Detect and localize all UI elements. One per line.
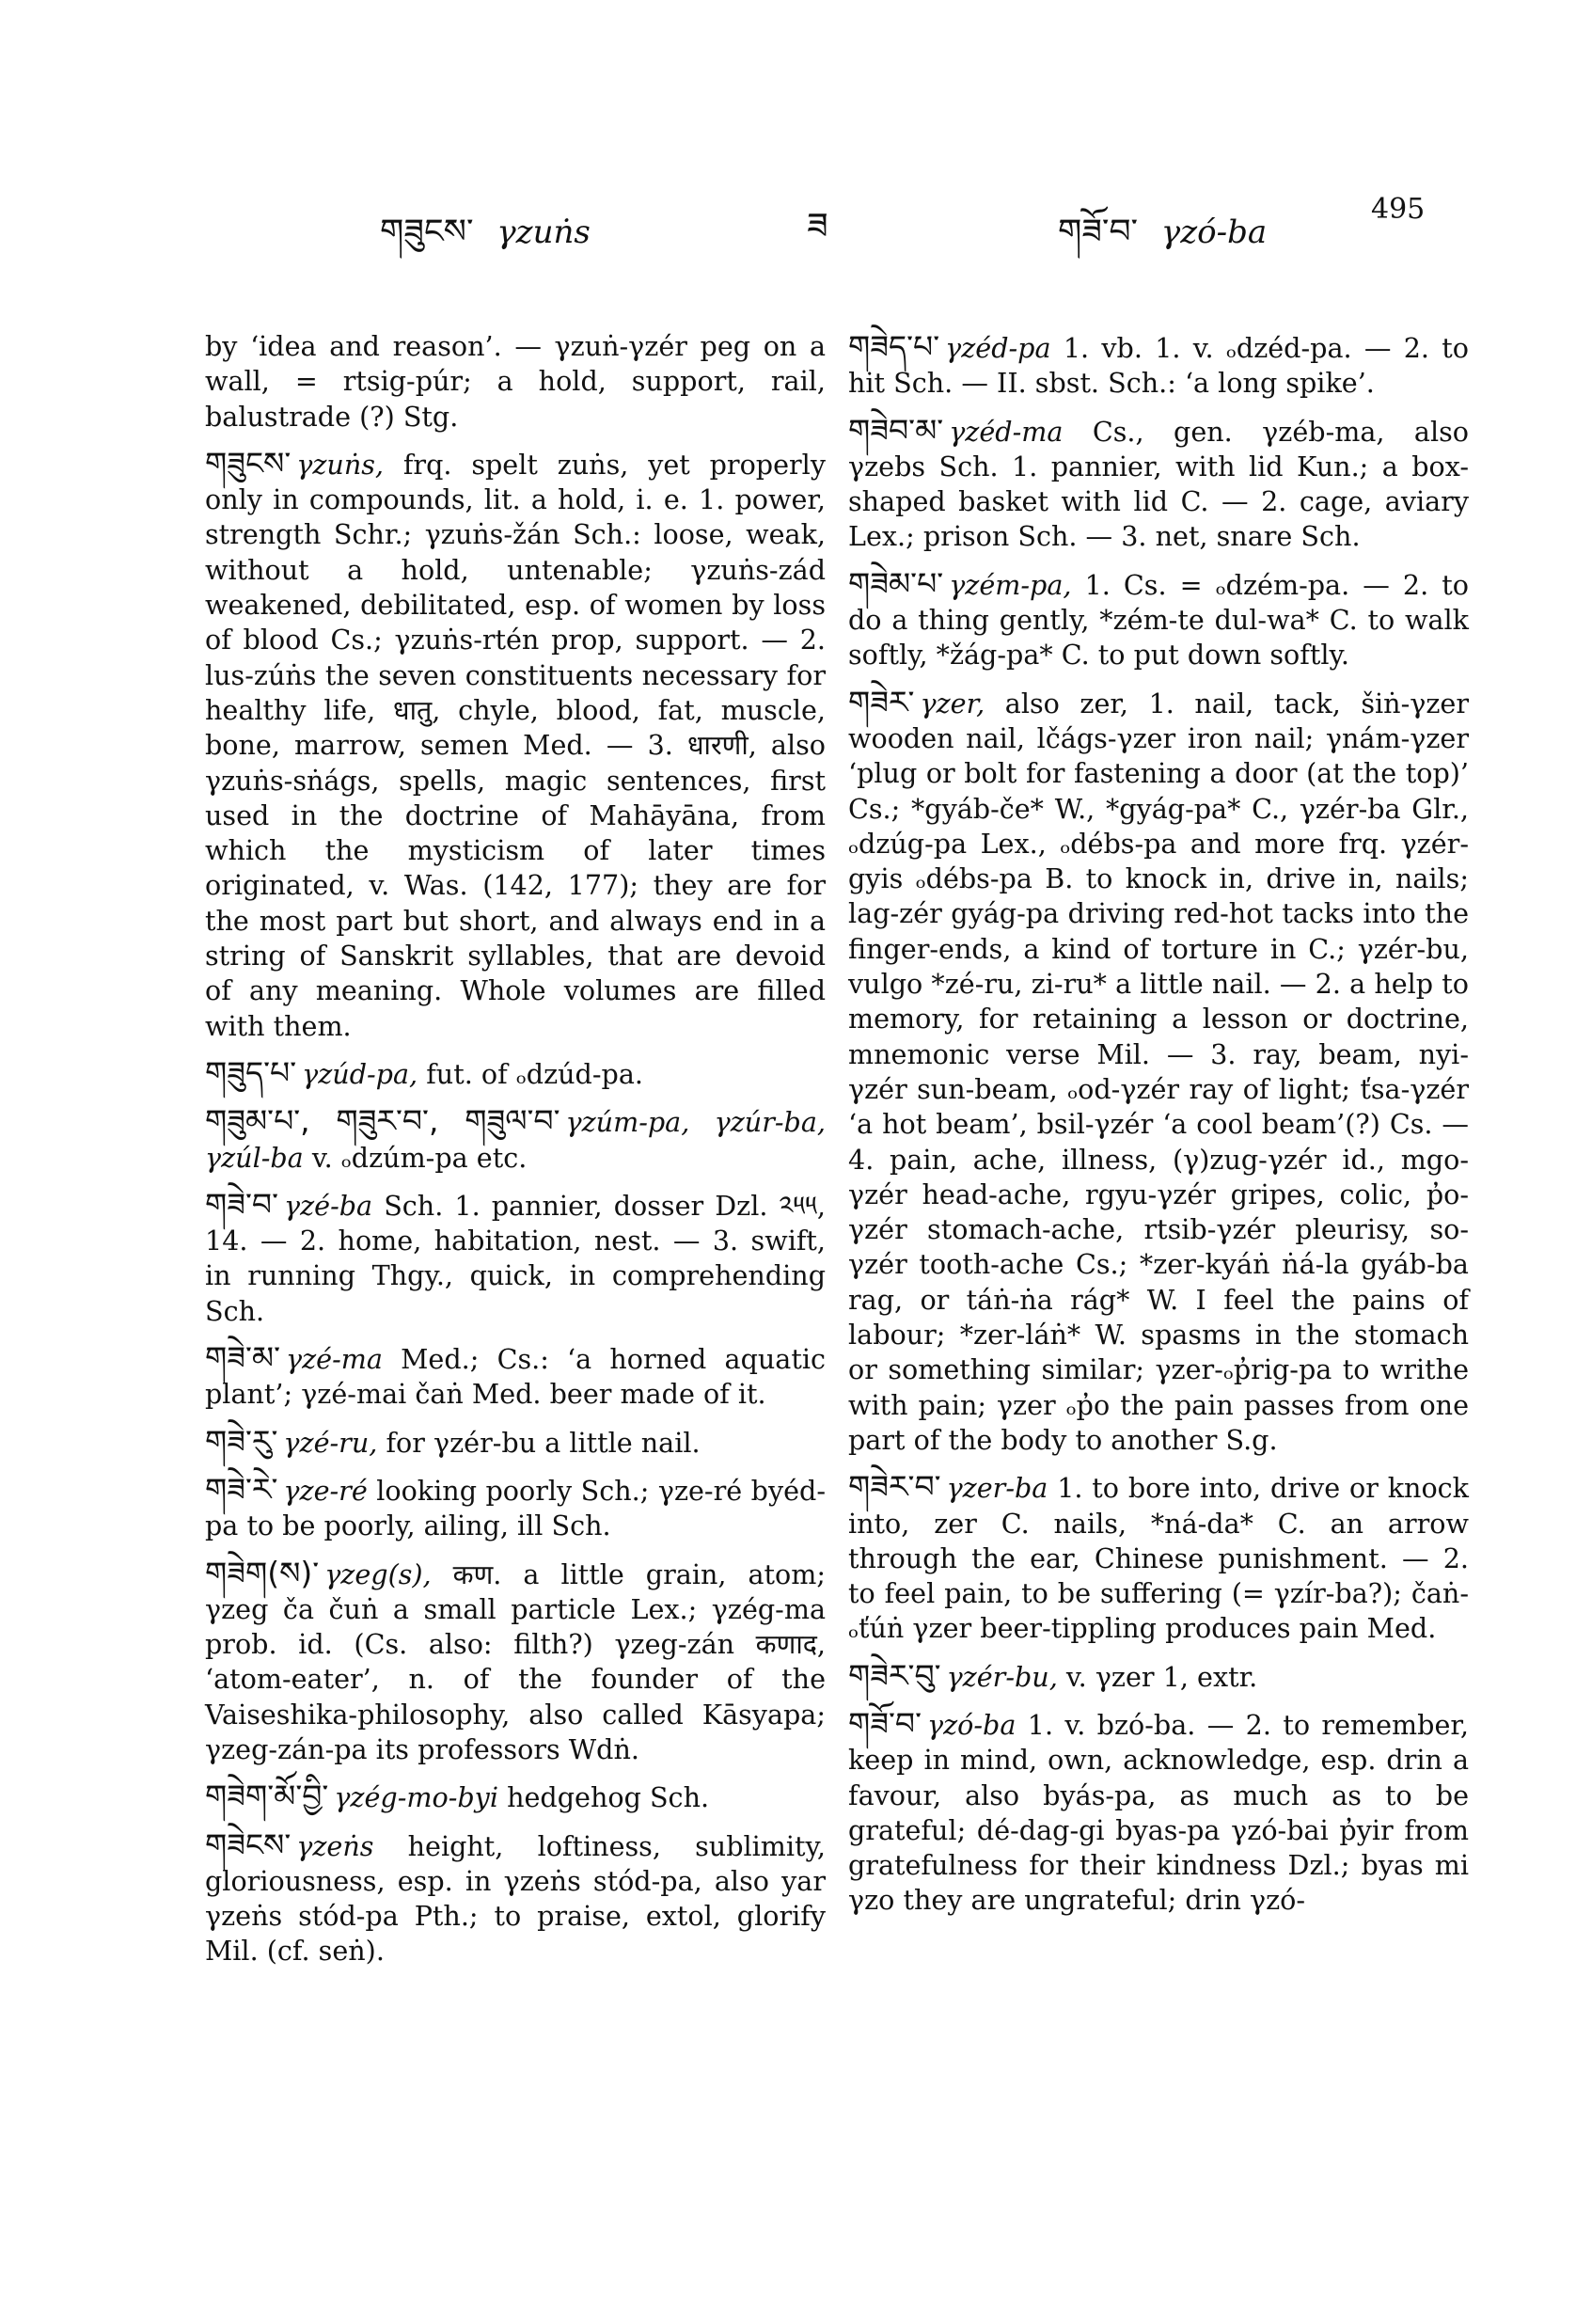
dictionary-entry	[848, 1706, 1469, 1919]
entry-definition: 1. v. bzó-ba. — 2. to remember, keep in mind, own, acknowledge, esp. drin a favour, also byás-pa, as much as to be grateful; dé-dag-gi byas-pa γzó-bai p̓yir from gratefulness for their kindness Dzl.; byas mi γzo they are ungrateful; drin γzó-	[848, 1708, 1469, 1917]
dictionary-entry	[848, 1469, 1469, 1646]
entry-transliteration: γzuṅs,	[296, 448, 384, 481]
dictionary-entry	[848, 413, 1469, 555]
running-head-left-transliteration: γzuṅs	[496, 213, 591, 251]
entry-transliteration: γzúm-pa, γzúr-ba, γzúl-ba	[205, 1106, 826, 1174]
entry-transliteration: γzé-ba	[284, 1189, 373, 1222]
entry-headword-tibetan: གཟུད་པ་	[205, 1053, 297, 1091]
page-number: 495	[1371, 193, 1426, 226]
dictionary-entry	[205, 1556, 826, 1768]
entry-definition: fut. of ₒdzúd-pa.	[426, 1057, 643, 1090]
section-letter: ཟ	[807, 205, 828, 246]
right-column	[848, 329, 1469, 1930]
dictionary-entry	[848, 1658, 1469, 1695]
entry-definition: Med.; Cs.: ‘a horned aquatic plant’; γzé-mai čaṅ Med. beer made of it.	[205, 1343, 826, 1411]
entry-definition: कण. a little grain, atom; γzeg ča čuṅ a small particle Lex.; γzég-ma prob. id. (Cs. also: filth?) γzeg-zán कणाद, ‘atom-eater’, n. of the founder of the Vaiseshika-philosophy, also called Kāsyapa; γzeg-zán-pa its professors Wdṅ.	[205, 1557, 826, 1765]
dictionary-entry	[205, 1779, 826, 1815]
entry-definition: v. γzer 1, extr.	[1065, 1660, 1258, 1693]
entry-headword-tibetan: གཟུམ་པ་, གཟུར་བ་, གཟུལ་བ་	[205, 1102, 560, 1140]
running-head-right-transliteration: γzó-ba	[1160, 213, 1268, 251]
running-head-left-tibetan: གཟུངས་	[380, 213, 474, 251]
entry-headword-tibetan: གཟེ་རུ་	[205, 1422, 278, 1460]
dictionary-entry	[205, 446, 826, 1044]
dictionary-entry	[848, 566, 1469, 673]
running-head-right-tibetan: གཟོ་བ་	[1058, 213, 1139, 251]
entry-transliteration: γzé-ma	[286, 1343, 383, 1376]
entry-headword-tibetan: གཟེག(ས)་	[205, 1554, 320, 1591]
entry-definition: Cs., gen. γzéb-ma, also γzebs Sch. 1. pannier, with lid Kun.; a box-shaped basket with lid C. — 2. cage, aviary Lex.; prison Sch. — 3. net, snare Sch.	[848, 415, 1469, 553]
entry-transliteration: γzeg(s),	[324, 1557, 432, 1590]
entry-headword-tibetan: གཟེབ་མ་	[848, 411, 944, 449]
entry-headword-tibetan: གཟེར་བུ་	[848, 1656, 941, 1694]
entry-headword-tibetan: གཟེར་	[848, 683, 915, 720]
running-head-right	[1058, 193, 1267, 289]
dictionary-entry	[205, 1187, 826, 1329]
dictionary-entry	[205, 1424, 826, 1461]
entry-headword-tibetan: གཟེག་མོ་བྱི་	[205, 1778, 329, 1815]
left-column	[205, 329, 826, 1981]
entry-definition: v. ₒdzúm-pa etc.	[311, 1141, 528, 1174]
entry-transliteration: γzó-ba	[927, 1708, 1017, 1741]
entry-transliteration: γzéd-pa	[945, 332, 1051, 364]
entry-transliteration: γzém-pa,	[949, 568, 1072, 601]
entry-definition: 1. vb. 1. v. ₒdzéd-pa. — 2. to hit Sch. — II. sbst. Sch.: ‘a long spike’.	[848, 332, 1469, 400]
entry-transliteration: γzé-ru,	[283, 1426, 378, 1459]
entry-definition: frq. spelt zuṅs, yet properly only in compounds, lit. a hold, i. e. 1. power, strength Schr.; γzuṅs-žán Sch.: loose, weak, without a hold, untenable; γzuṅs-zád weakened, debilitated, esp. of women by loss of blood Cs.; γzuṅs-rtén prop, support. — 2. lus-zúṅs the seven constituents necessary for healthy life, धातु, chyle, blood, fat, muscle, bone, marrow, semen Med. — 3. धारणी, also γzuṅs-sṅágs, spells, magic sentences, first used in the doctrine of Mahāyāna, from which the mysticism of later times originated, v. Was. (142, 177); they are for the most part but short, and always end in a string of Sanskrit syllables, that are devoid of any meaning. Whole volumes are filled with them.	[205, 448, 826, 1042]
entry-headword-tibetan: གཟེམ་པ་	[848, 564, 944, 602]
entry-definition: 1. Cs. = ₒdzém-pa. — 2. to do a thing gently, *zém-te dul-wa* C. to walk softly, *žág-pa* C. to put down softly.	[848, 568, 1469, 672]
entry-headword-tibetan: གཟེ་རེ་	[205, 1470, 278, 1508]
entry-transliteration: γzég-mo-byi	[334, 1781, 498, 1814]
entry-definition: for γzér-bu a little nail.	[386, 1426, 701, 1459]
entry-definition: by ‘idea and reason’. — γzuṅ-γzér peg on a wall, = rtsig-púr; a hold, support, rail, balustrade (?) Stg.	[205, 330, 826, 433]
entry-transliteration: γzéd-ma	[949, 415, 1064, 448]
dictionary-entry	[848, 329, 1469, 402]
entry-definition: looking poorly Sch.; γze-ré byéd-pa to be poorly, ailing, ill Sch.	[205, 1474, 826, 1542]
entry-headword-tibetan: གཟེར་བ་	[848, 1468, 941, 1506]
entry-definition: hedgehog Sch.	[507, 1781, 710, 1814]
dictionary-entry	[205, 1340, 826, 1413]
dictionary-entry	[205, 1472, 826, 1544]
entry-definition: height, loftiness, sublimity, gloriousness, esp. in γzeṅs stód-pa, also yar γzeṅs stód-pa Pth.; to praise, extol, glorify Mil. (cf. seṅ).	[205, 1829, 826, 1968]
entry-headword-tibetan: གཟེད་པ་	[848, 328, 940, 365]
entry-transliteration: γzer,	[920, 687, 985, 719]
dictionary-entry	[205, 1055, 826, 1092]
dictionary-entry	[205, 1827, 826, 1969]
running-head-left	[380, 193, 591, 289]
dictionary-entry	[848, 685, 1469, 1459]
entry-headword-tibetan: གཟེ་མ་	[205, 1339, 281, 1377]
entry-transliteration: γzeṅs	[296, 1829, 374, 1862]
dictionary-entry	[205, 1103, 826, 1176]
entry-headword-tibetan: གཟོ་བ་	[848, 1704, 922, 1742]
entry-definition: 1. to bore into, drive or knock into, zer C. nails, *ná-da* C. an arrow through the ear, Chinese punishment. — 2. to feel pain, to be suffering (= γzír-ba?); čaṅ-ₒťúṅ γzer beer-tippling produces pain Med.	[848, 1472, 1469, 1645]
entry-transliteration: γzer-ba	[946, 1472, 1048, 1505]
entry-definition: also zer, 1. nail, tack, šiṅ-γzer wooden nail, lčágs-γzer iron nail; γnám-γzer ‘plug or bolt for fastening a door (at the top)’ Cs.; *gyáb-če* W., *gyág-pa* C., γzér-ba Glr., ₒdzúg-pa Lex., ₒdébs-pa and more frq. γzér-gyis ₒdébs-pa B. to knock in, drive in, nails; lag-zér gyág-pa driving red-hot tacks into the finger-ends, a kind of torture in C.; γzér-bu, vulgo *zé-ru, zi-ru* a little nail. — 2. a help to memory, for retaining a lesson or doctrine, mnemonic verse Mil. — 3. ray, beam, nyi-γzér sun-beam, ₒod-γzér ray of light; ťsa-γzér ‘a hot beam’, bsil-γzér ‘a cool beam’(?) Cs. — 4. pain, ache, illness, (γ)zug-γzér id., mgo-γzér head-ache, rgyu-γzér gripes, colic, p̓o-γzér stomach-ache, rtsib-γzér pleurisy, so-γzér tooth-ache Cs.; *zer-kyáṅ ṅá-la gyáb-ba rag, or táṅ-ṅa rág* W. I feel the pains of labour; *zer-láṅ* W. spasms in the stomach or something similar; γzer-ₒp̓rig-pa to writhe with pain; γzer ₒp̓o the pain passes from one part of the body to another S.g.	[848, 687, 1469, 1456]
entry-headword-tibetan: གཟུངས་	[205, 444, 292, 482]
entry-headword-tibetan: གཟེངས་	[205, 1826, 292, 1863]
entry-transliteration: γze-ré	[283, 1474, 368, 1507]
entry-transliteration: γzúd-pa,	[302, 1057, 418, 1090]
dictionary-entry	[205, 329, 826, 435]
entry-transliteration: γzér-bu,	[946, 1660, 1058, 1693]
entry-headword-tibetan: གཟེ་བ་	[205, 1185, 279, 1223]
entry-definition: Sch. 1. pannier, dosser Dzl. ༢༥༥, 14. — 2. home, habitation, nest. — 3. swift, in running Thgy., quick, in comprehending Sch.	[205, 1189, 827, 1327]
